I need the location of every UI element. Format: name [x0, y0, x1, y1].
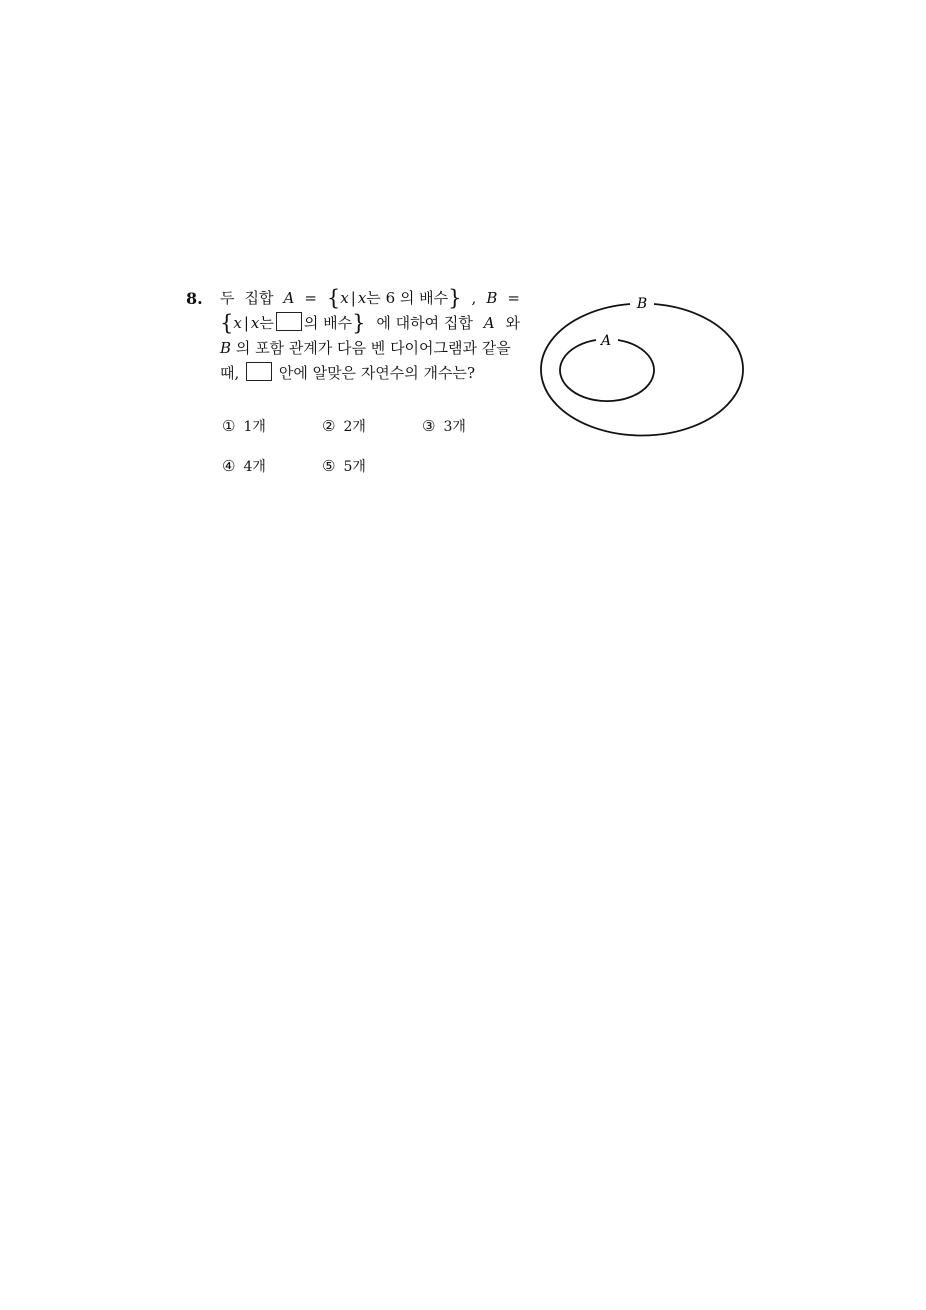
choice-2[interactable] [322, 416, 366, 436]
set-a-definition: {x | x는 6 의 배수} [326, 286, 462, 310]
choice-1[interactable] [222, 416, 266, 436]
choice-label: 1개 [243, 419, 266, 435]
question-line-1 [220, 286, 520, 311]
choice-label: 4개 [243, 459, 266, 475]
venn-diagram [534, 290, 746, 446]
choice-4[interactable] [222, 456, 266, 476]
choice-number: ① [222, 417, 236, 435]
question-line-2 [220, 311, 520, 336]
word: 두 [220, 289, 235, 307]
choice-number: ⑤ [322, 457, 336, 475]
equals-sign: = [304, 289, 317, 307]
set-b-definition: {x | x는 의 배수} [220, 311, 366, 335]
comma: , [471, 289, 477, 307]
venn-diagram-svg [534, 290, 746, 442]
choice-number: ② [322, 417, 336, 435]
set-b-symbol: B [486, 289, 498, 307]
choice-number: ③ [422, 417, 436, 435]
choice-number: ④ [222, 457, 236, 475]
venn-inner-ellipse-a [560, 340, 654, 401]
choice-3[interactable] [422, 416, 466, 436]
set-a-symbol: A [283, 289, 295, 307]
blank-box [276, 312, 302, 331]
line-2-tail: 에 대하여 집합 [376, 314, 473, 332]
line-3-text: 의 포함 관계가 다음 벤 다이어그램과 같을 [235, 339, 511, 357]
choice-row-2 [222, 456, 542, 496]
question-line-4: 때, 안에 알맞은 자연수의 개수는? [220, 364, 476, 382]
equals-sign: = [507, 289, 520, 307]
word: 집합 [244, 289, 274, 307]
answer-choices [222, 416, 542, 496]
choice-label: 5개 [343, 459, 366, 475]
question-number: 8. [186, 289, 203, 308]
choice-label: 2개 [343, 419, 366, 435]
question-line-3 [220, 336, 520, 361]
venn-inner-label: A [600, 333, 612, 349]
word: 와 [505, 314, 520, 332]
choice-label: 3개 [443, 419, 466, 435]
venn-outer-label: B [636, 296, 648, 312]
choice-5[interactable] [322, 456, 366, 476]
question-text [220, 286, 520, 386]
choice-row-1 [222, 416, 542, 456]
set-b-symbol: B [220, 339, 232, 357]
set-a-symbol: A [483, 314, 495, 332]
venn-outer-ellipse-b [541, 304, 743, 436]
blank-box [246, 362, 272, 381]
